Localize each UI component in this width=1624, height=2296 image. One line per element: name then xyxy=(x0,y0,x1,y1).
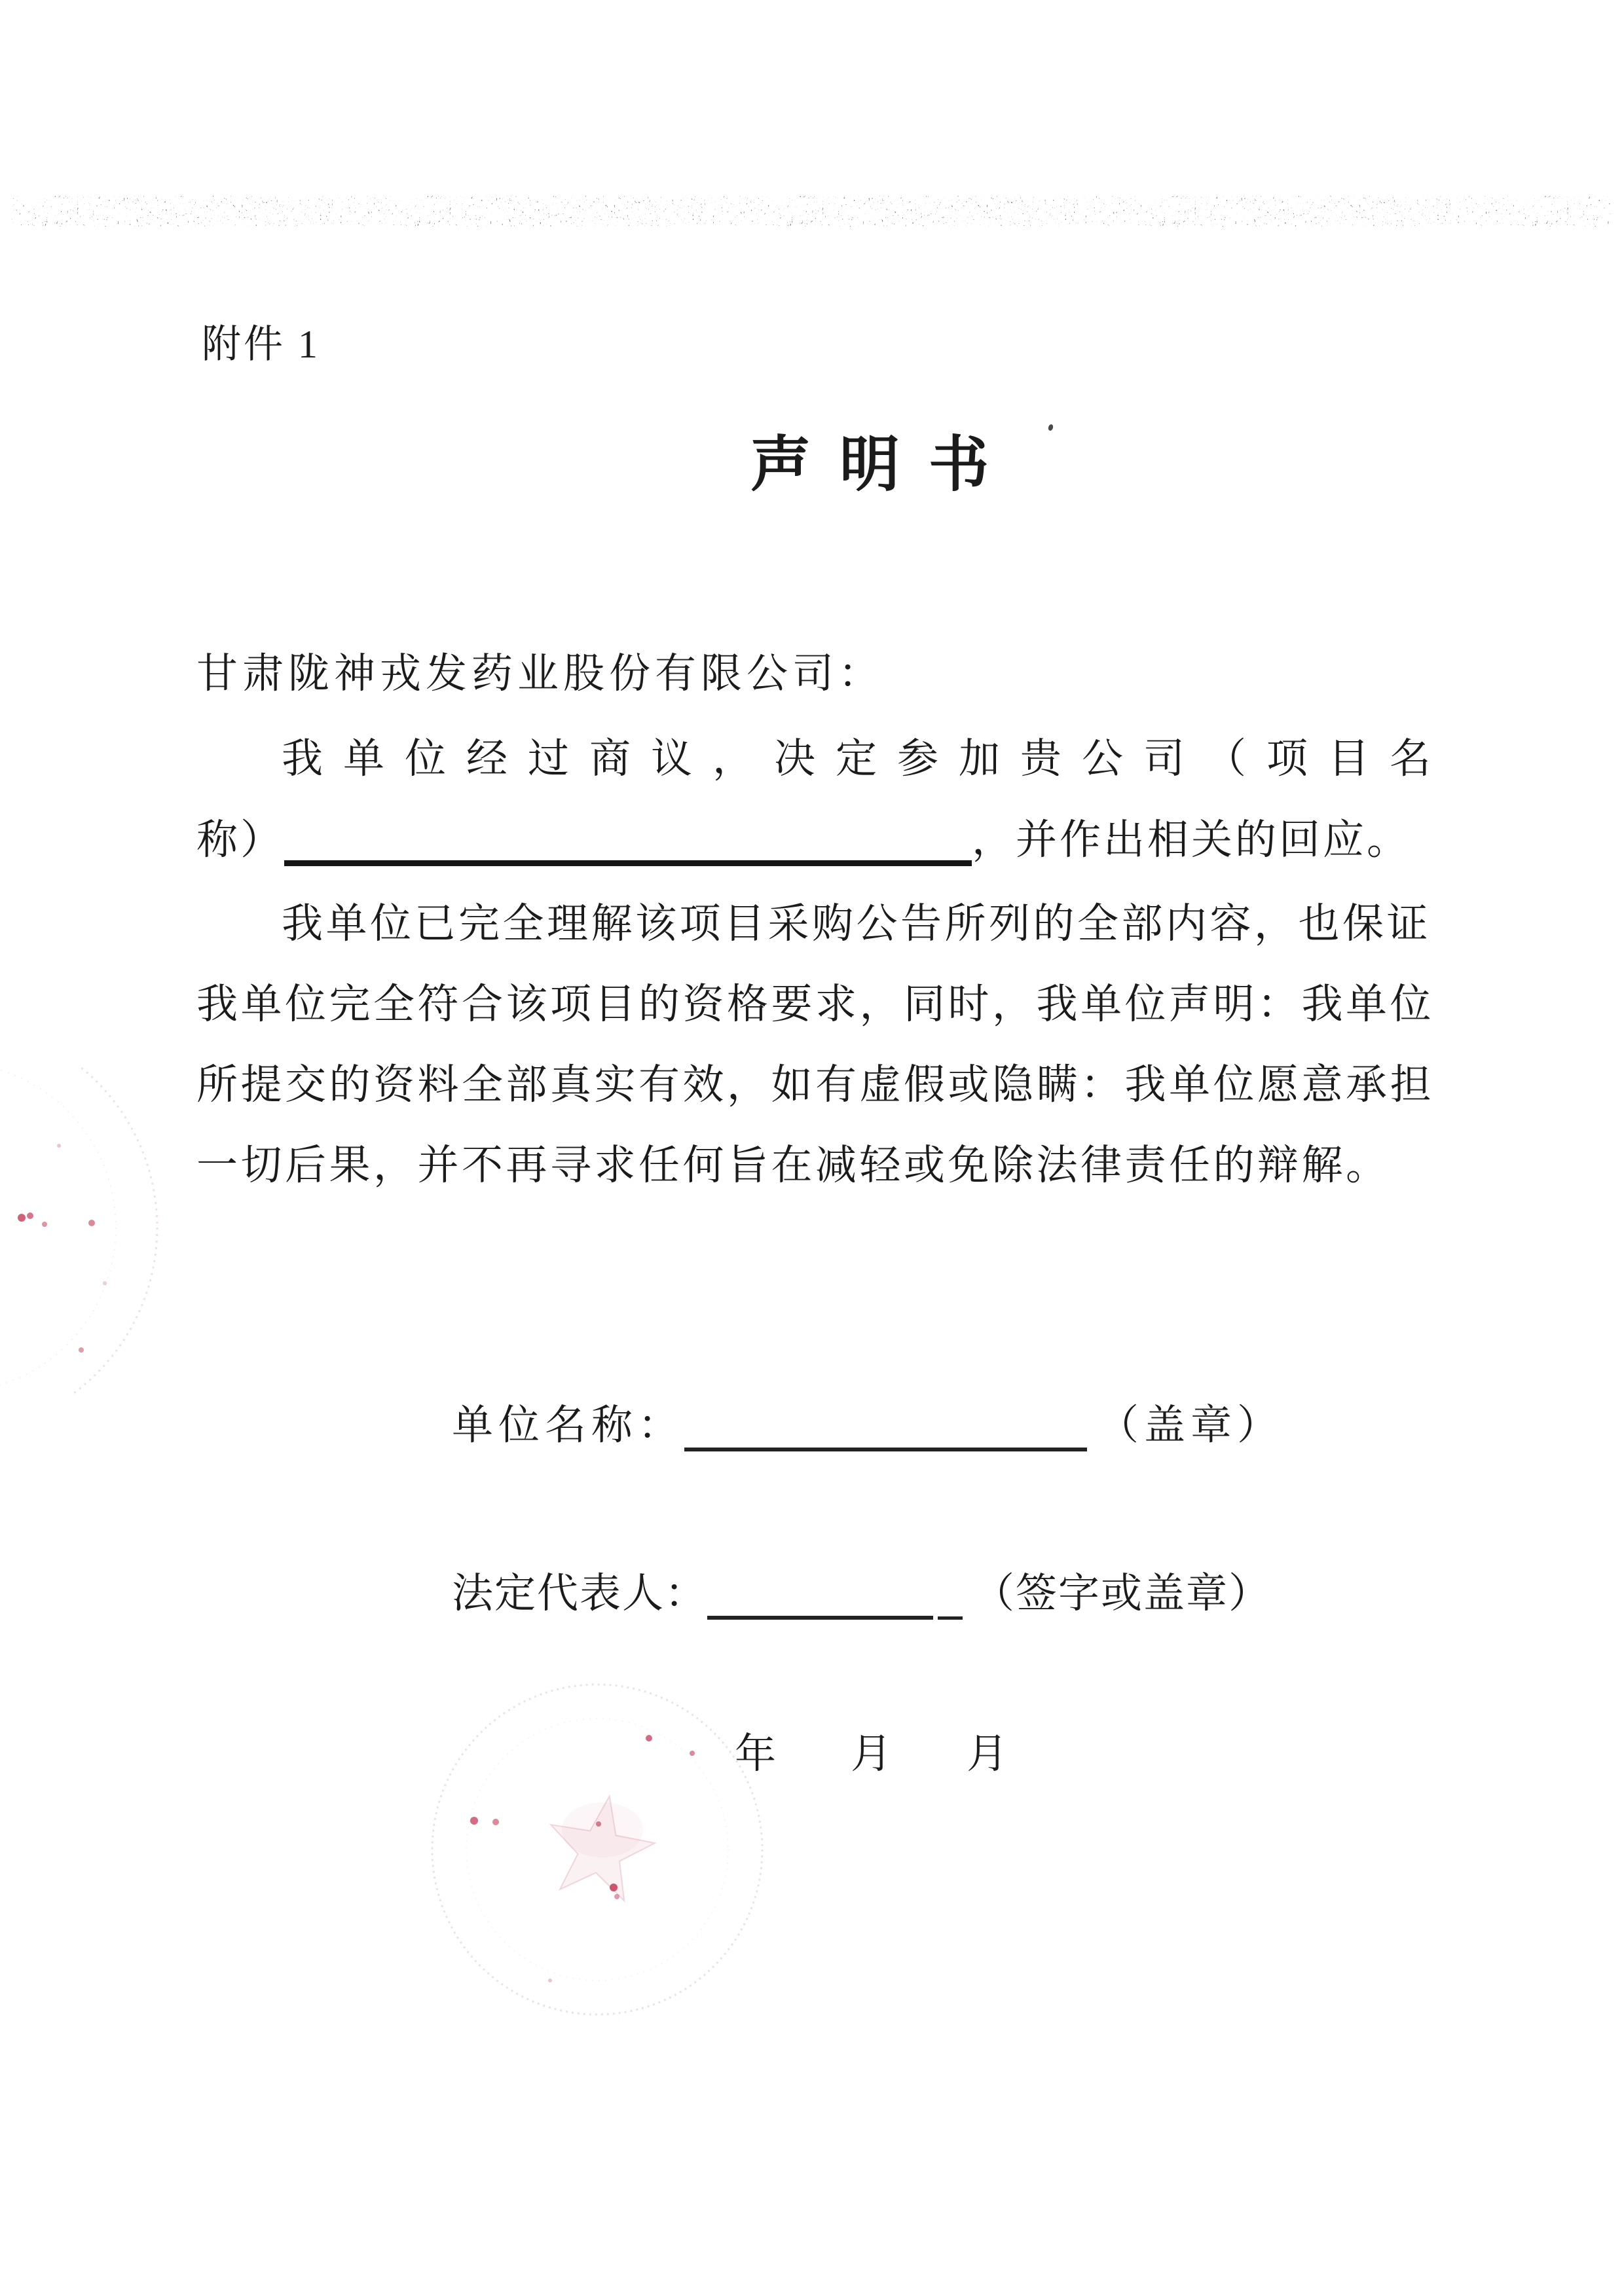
left-partial-seal-stamp xyxy=(0,1067,170,1394)
scan-speck xyxy=(1048,424,1054,431)
document-title: 声明书 xyxy=(750,431,1018,498)
org-name-line xyxy=(452,1392,1283,1451)
body-text: 称） xyxy=(196,817,284,863)
legal-rep-line xyxy=(452,1560,1271,1620)
legal-rep-blank xyxy=(707,1569,933,1620)
org-name-label: 单位名称： xyxy=(452,1402,684,1448)
seal-hint-label: （盖章） xyxy=(1098,1402,1283,1448)
legal-rep-blank-short xyxy=(938,1573,963,1620)
red-seal-specks xyxy=(470,1735,695,1982)
date-day-label: 月 xyxy=(967,1731,1008,1777)
body-line: 我单位已完全理解该项目采购公告所列的全部内容，也保证 xyxy=(282,901,1431,947)
red-seal-specks xyxy=(18,1144,107,1353)
date-month-label: 月 xyxy=(851,1731,892,1777)
body-text: ，并作出相关的回应。 xyxy=(972,817,1411,863)
body-line: 我单位完全符合该项目的资格要求，同时，我单位声明：我单位 xyxy=(196,981,1434,1027)
date-year-label: 年 xyxy=(735,1731,776,1777)
body-line: 我单位经过商议，决定参加贵公司（项目名 xyxy=(282,736,1451,782)
seal-star-icon xyxy=(540,1787,661,1904)
body-line: 所提交的资料全部真实有效，如有虚假或隐瞒：我单位愿意承担 xyxy=(196,1062,1434,1108)
body-line xyxy=(196,807,1411,866)
body-line: 一切后果，并不再寻求任何旨在减轻或免除法律责任的辩解。 xyxy=(196,1142,1390,1188)
addressee-line: 甘肃陇神戎发药业股份有限公司： xyxy=(196,651,884,697)
scanner-noise-band xyxy=(12,196,1611,227)
org-name-blank xyxy=(684,1400,1087,1451)
date-line xyxy=(735,1721,1008,1780)
project-name-blank xyxy=(284,813,972,866)
attachment-label: 附件 1 xyxy=(202,323,320,366)
legal-rep-label: 法定代表人： xyxy=(452,1571,707,1616)
sign-or-seal-hint-label: （签字或盖章） xyxy=(973,1571,1271,1616)
